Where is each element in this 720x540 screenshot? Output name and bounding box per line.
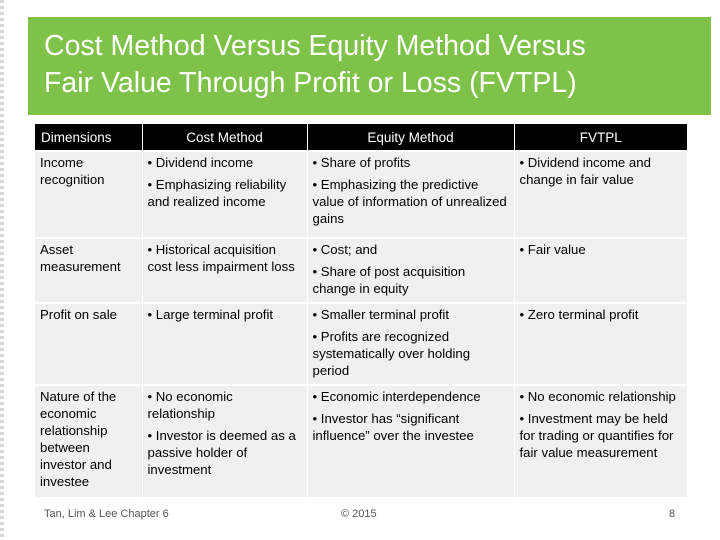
bullet-item: • Historical acquisition cost less impairment loss [147, 242, 295, 274]
dimension-cell: Asset measurement [35, 238, 142, 303]
left-edge-stripe [0, 0, 4, 540]
table-header-row [35, 124, 687, 151]
bullet-item: • Share of post acquisition change in equity [312, 264, 466, 296]
bullet-item: • Profits are recognized systematically over holding period [312, 329, 471, 378]
cost-cell [142, 303, 307, 385]
cost-cell [142, 385, 307, 497]
table-row [35, 385, 687, 497]
slide-number: 8 [669, 508, 676, 520]
fvtpl-cell [514, 238, 687, 303]
bullet-item: • Cost; and [312, 242, 378, 257]
footer-copyright: © 2015 [341, 508, 377, 520]
header-equity-method: Equity Method [307, 124, 514, 151]
bullet-item: • No economic relationship [519, 389, 676, 404]
equity-cell [307, 238, 514, 303]
fvtpl-cell [514, 385, 687, 497]
table-row [35, 303, 687, 385]
cost-cell [142, 238, 307, 303]
bullet-item: • Investor has “significant influence” over the investee [312, 411, 474, 443]
bullet-item: • Investor is deemed as a passive holder of investment [147, 428, 296, 477]
bullet-item: • Share of profits [312, 155, 411, 170]
bullet-item: • Large terminal profit [147, 307, 274, 322]
equity-cell [307, 151, 514, 238]
bullet-item: • Dividend income [147, 155, 254, 170]
bullet-item: • Investment may be held for trading or quantifies for fair value measurement [519, 411, 674, 460]
bullet-item: • Emphasizing the predictive value of information of unrealized gains [312, 177, 507, 226]
table-row [35, 238, 687, 303]
bullet-item: • Economic interdependence [312, 389, 481, 404]
bullet-item: • Emphasizing reliability and realized income [147, 177, 287, 209]
header-fvtpl: FVTPL [514, 124, 687, 151]
equity-cell [307, 385, 514, 497]
equity-cell [307, 303, 514, 385]
bullet-item: • Dividend income and change in fair value [519, 155, 651, 187]
slide-title [44, 28, 704, 102]
slide-title-line-1: Cost Method Versus Equity Method Versus [44, 30, 586, 62]
fvtpl-cell [514, 151, 687, 238]
fvtpl-cell [514, 303, 687, 385]
dimension-cell: Nature of the economic relationship between investor and investee [35, 385, 142, 497]
dimension-cell: Profit on sale [35, 303, 142, 385]
table-row [35, 151, 687, 238]
bullet-item: • No economic relationship [147, 389, 233, 421]
bullet-item: • Zero terminal profit [519, 307, 639, 322]
bullet-item: • Smaller terminal profit [312, 307, 450, 322]
header-cost-method: Cost Method [142, 124, 307, 151]
slide-title-line-2: Fair Value Through Profit or Loss (FVTPL) [44, 67, 577, 99]
footer-source: Tan, Lim & Lee Chapter 6 [44, 508, 169, 520]
cost-cell [142, 151, 307, 238]
dimension-cell: Income recognition [35, 151, 142, 238]
bullet-item: • Fair value [519, 242, 586, 257]
header-dimensions: Dimensions [35, 124, 142, 151]
comparison-table [35, 124, 687, 497]
